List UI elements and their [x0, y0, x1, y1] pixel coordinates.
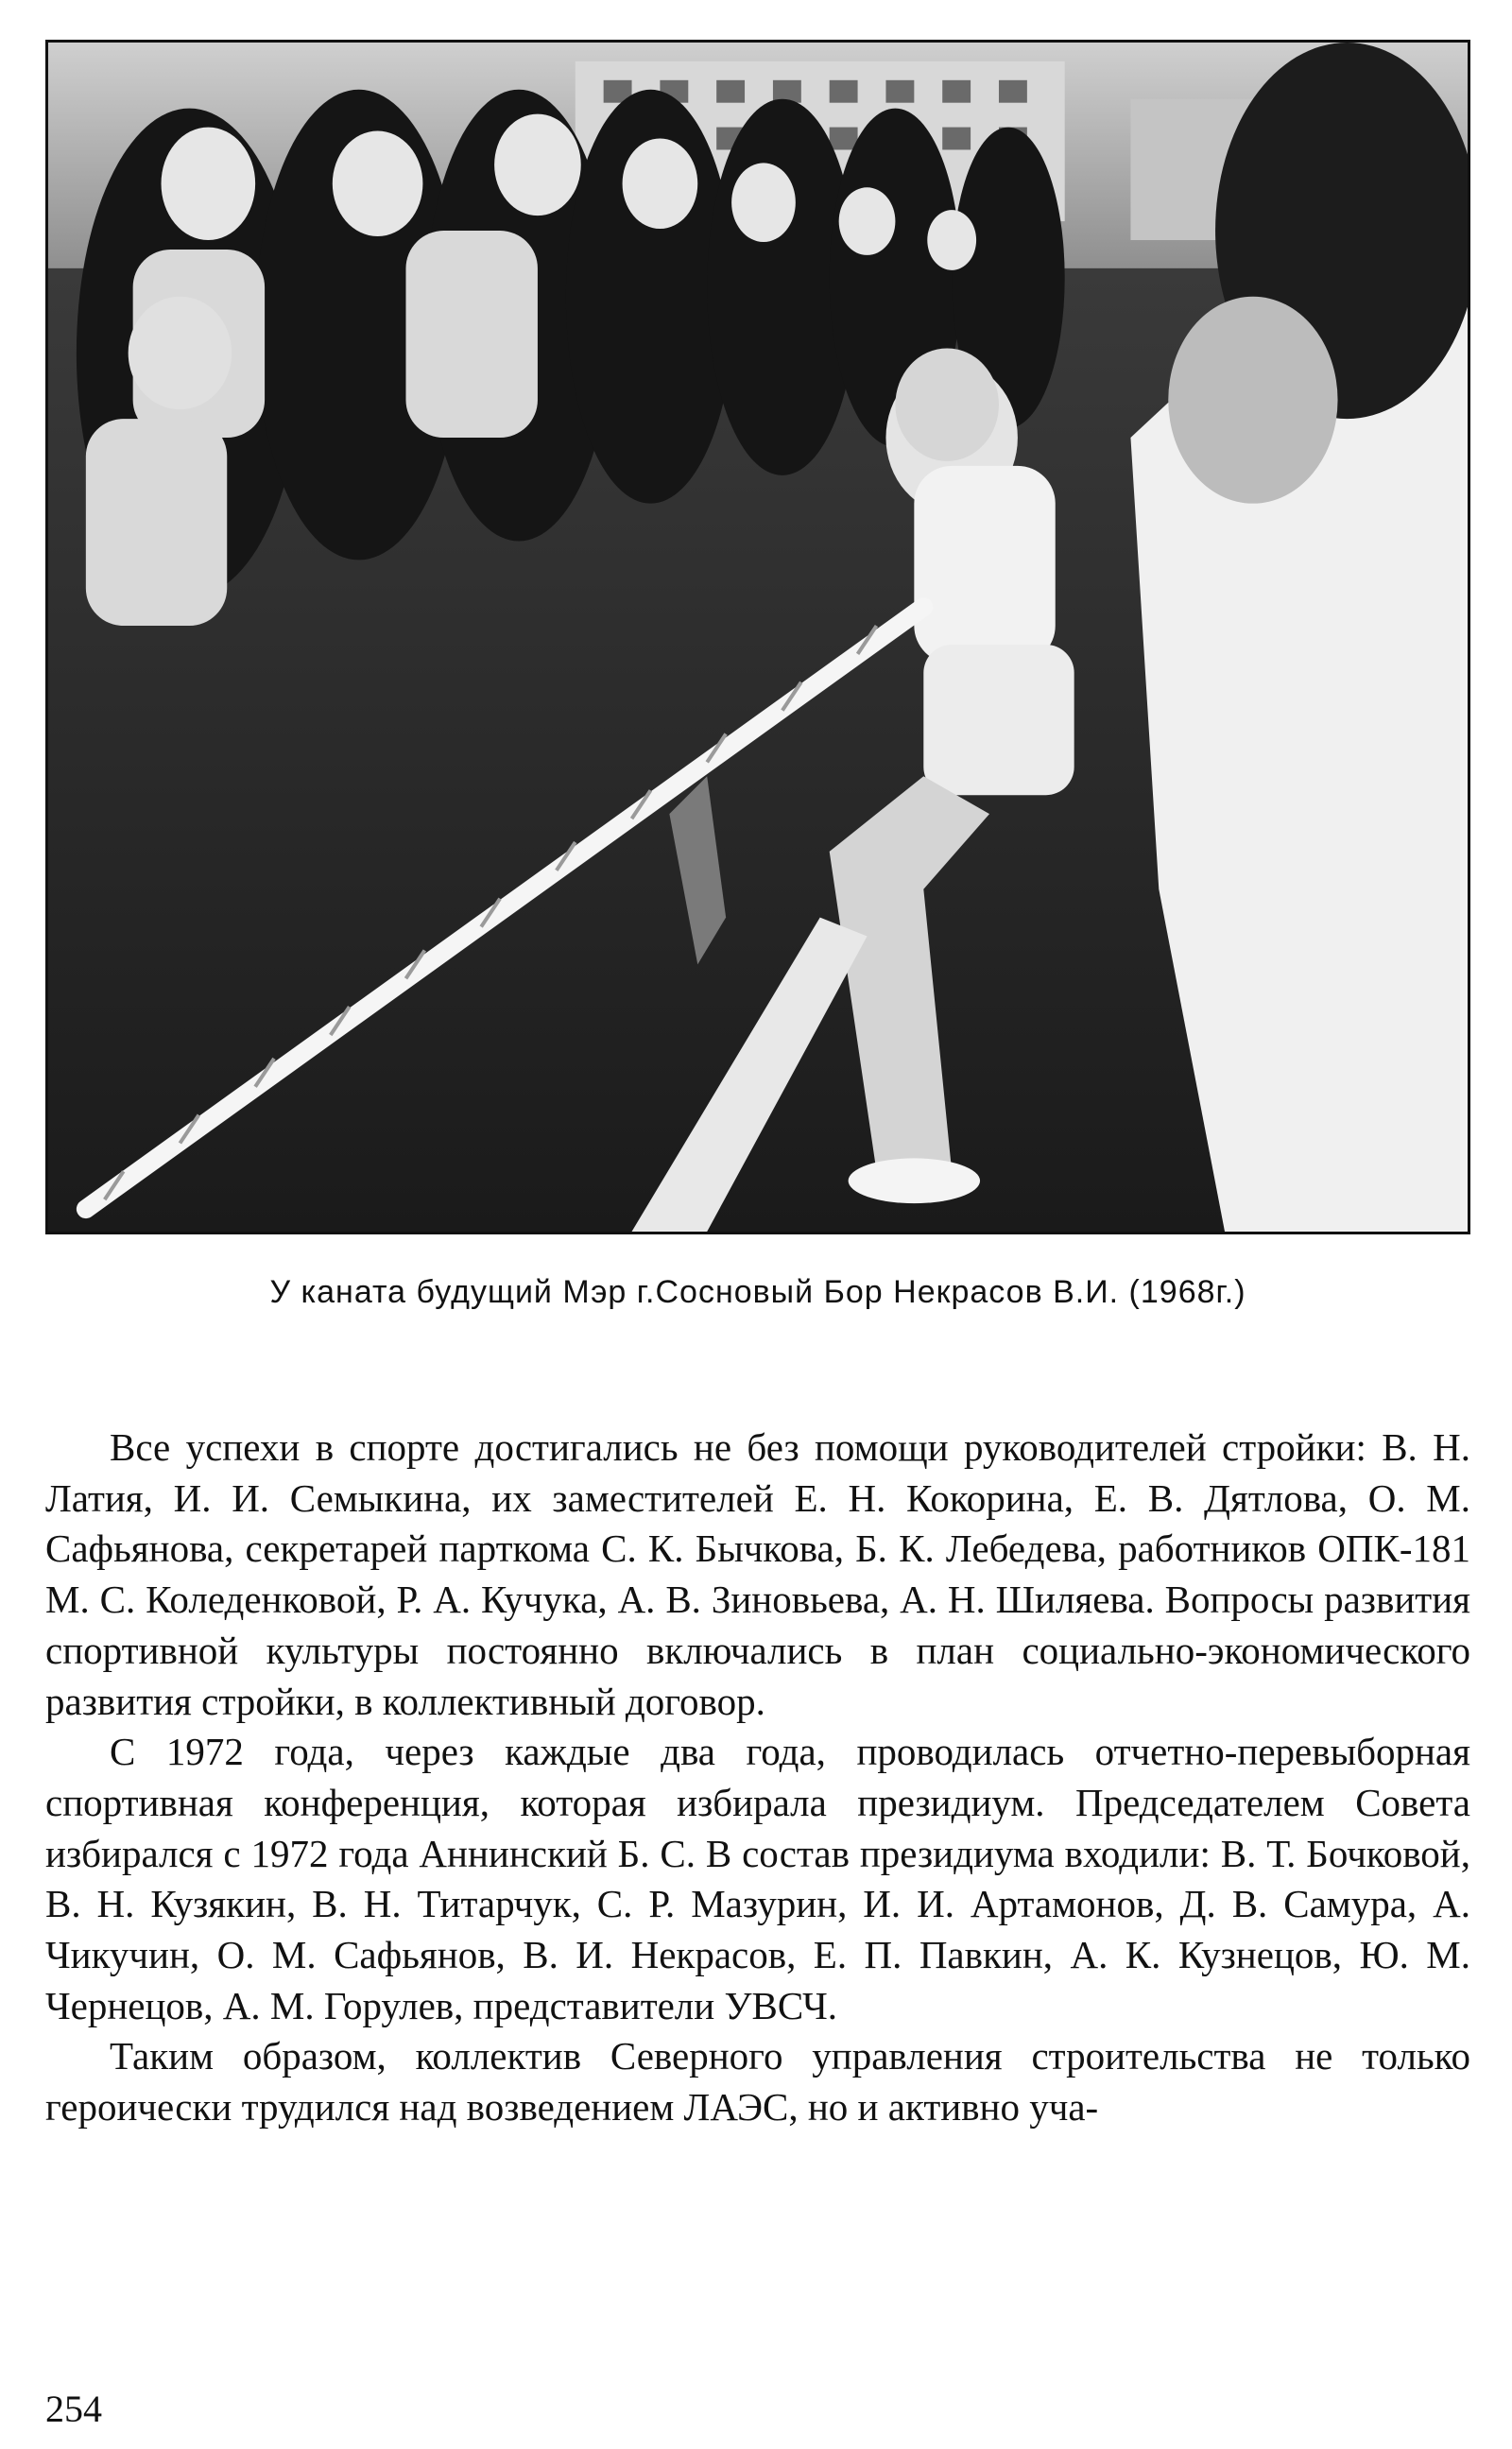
- paragraph: Все успехи в спорте достигались не без помощи руководителей стройки: В. Н. Латия, И. И. Семыкина, их заместителей Е. Н. Кокорина, Е. В. Дятлова, О. М. Сафьянова, секретарей парткома С. К. Бычкова, Б. К. Лебедева, работников ОПК-181 М. С. Коледенковой, Р. А. Кучука, А. В. Зиновьева, А. Н. Шиляева. Вопросы развития спортивной культуры постоянно включались в план социально-экономического развития стройки, в коллективный договор.: [45, 1425, 1470, 1723]
- tug-of-war-photo: [48, 43, 1468, 1232]
- photo-caption: У каната будущий Мэр г.Сосновый Бор Некрасов В.И. (1968г.): [269, 1274, 1246, 1310]
- body-text: [45, 1423, 1470, 2133]
- page-number: 254: [45, 2388, 102, 2430]
- paragraph: С 1972 года, через каждые два года, проводилась отчетно-перевыборная спортивная конференция, которая избирала президиум. Председателем Совета избирался с 1972 года Аннинский Б. С. В состав президиума входили: В. Т. Бочковой, В. Н. Кузякин, В. Н. Титарчук, С. Р. Мазурин, И. И. Артамонов, Д. В. Самура, А. Чикучин, О. М. Сафьянов, В. И. Некрасов, Е. П. Павкин, А. К. Кузнецов, Ю. М. Чернецов, А. М. Горулев, представители УВСЧ.: [45, 1730, 1470, 2027]
- paragraph: Таким образом, коллектив Северного управления строительства не только героически трудился над возведением ЛАЭС, но и активно уча-: [45, 2034, 1470, 2130]
- photograph: [45, 40, 1470, 1234]
